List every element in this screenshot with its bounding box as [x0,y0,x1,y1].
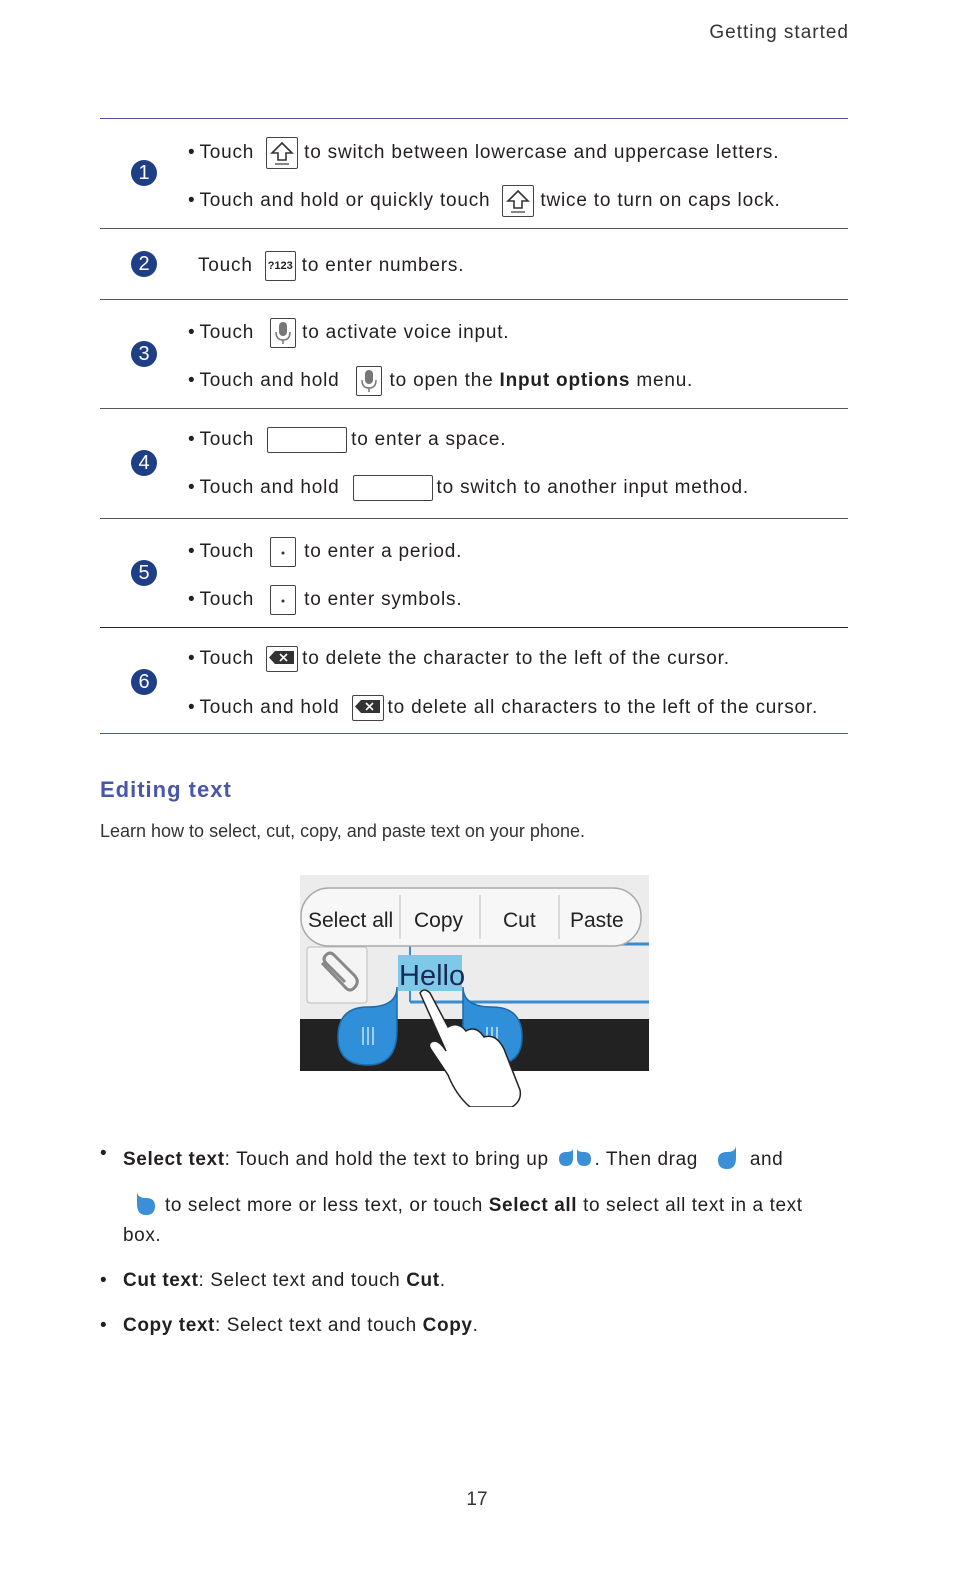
table-row [100,299,848,408]
row-number-badge: 6 [131,669,157,695]
table-bottom-border [100,733,848,734]
menu-cut: Cut [503,909,536,932]
field-text: Hello [399,960,466,992]
screenshot-illustration [300,875,649,1107]
row-number-badge: 4 [131,450,157,476]
table-row [100,408,848,518]
microphone-key-icon: ... [270,318,296,348]
row-number-badge: 5 [131,560,157,586]
row-line: • Touch ... to enter symbols. [188,585,462,615]
row-line: • Touch and hold ... to switch to another input method. [188,477,749,503]
section-heading: Editing text [100,777,232,802]
row-number-badge: 1 [131,160,157,186]
selection-handles-icon [555,1146,595,1174]
text-selection-screenshot [300,875,649,1107]
row-line: • Touch ... to activate voice input. [188,318,509,348]
menu-copy: Copy [414,909,464,932]
row-line: Touch ?123 to enter numbers. [198,251,464,281]
page-header: Getting started [709,22,849,43]
table-row [100,228,848,299]
menu-paste: Paste [570,909,624,932]
row-line: • Touch and hold ... to open the Input options menu. [188,366,693,396]
left-handle-icon [714,1143,740,1177]
table-row [100,518,848,627]
shift-key-icon [502,185,534,217]
row-number-badge: 3 [131,341,157,367]
table-row [100,627,848,736]
row-line: • Touch ... to enter a space. [188,429,507,455]
row-number-badge: 2 [131,251,157,277]
space-key-icon: ... [267,427,347,453]
keyboard-keys-table [100,118,848,736]
row-line: • Touch ... to enter a period. [188,537,462,567]
row-line: • Touch to switch between lowercase and uppercase letters. [188,137,779,169]
symbols-key-icon: ... [270,585,296,615]
page-number: 17 [466,1489,488,1510]
shift-key-icon [266,137,298,169]
section-intro: Learn how to select, cut, copy, and paste text on your phone. [100,821,585,841]
right-handle-icon [133,1189,159,1223]
row-line: • Touch and hold or quickly touch twice to turn on caps lock. [188,185,781,217]
backspace-key-icon [266,646,298,672]
table-row [100,118,848,228]
menu-select-all: Select all [308,909,394,932]
period-key-icon: ... [270,537,296,567]
numbers-key-icon: ?123 [265,251,296,281]
microphone-key-icon: ... [356,366,382,396]
row-line: • Touch to delete the character to the left of the cursor. [188,646,730,672]
space-key-icon: ... [353,475,433,501]
row-line: • Touch and hold to delete all characters to the left of the cursor. [188,695,818,721]
backspace-key-icon [352,695,384,721]
